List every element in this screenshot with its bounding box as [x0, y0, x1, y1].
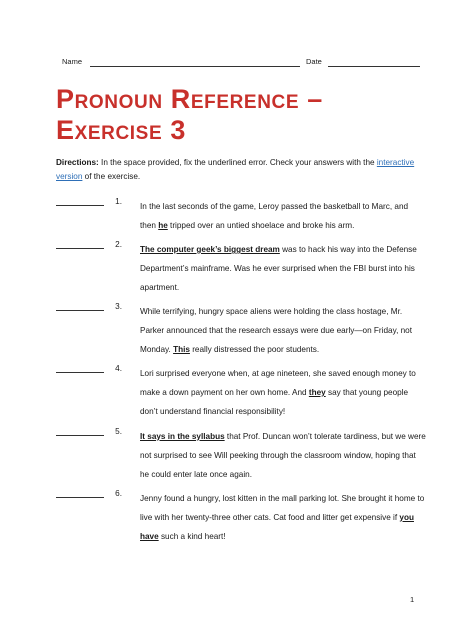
- name-date-header: [62, 57, 422, 71]
- item-sentence: Lori surprised everyone when, at age nineteen, she saved enough money to make a down payment on her own home. And they say that young people don’t understand financial responsibility!: [140, 369, 416, 416]
- date-label: Date: [306, 57, 322, 66]
- item-number: 1.: [115, 197, 122, 206]
- title-line-1: Pronoun Reference –: [56, 84, 323, 114]
- directions: [56, 156, 426, 184]
- underlined-error: It says in the syllabus: [140, 432, 225, 441]
- item-sentence: The computer geek’s biggest dream was to hack his way into the Defense Department’s mainframe. Was he ever surprised when the FBI burst into his apartment.: [140, 245, 417, 292]
- underlined-error: This: [173, 345, 190, 354]
- directions-text-end: of the exercise.: [82, 172, 141, 181]
- item-number: 4.: [115, 364, 122, 373]
- page-number: 1: [410, 595, 415, 604]
- answer-blank-1[interactable]: [56, 205, 104, 206]
- date-field-line[interactable]: [328, 66, 420, 67]
- name-field-line[interactable]: [90, 66, 300, 67]
- answer-blank-5[interactable]: [56, 435, 104, 436]
- interactive-version-link[interactable]: interactive version: [56, 158, 415, 181]
- title-line-2: Exercise 3: [56, 115, 186, 145]
- item-sentence: While terrifying, hungry space aliens were holding the class hostage, Mr. Parker announced that the research essays were due early—on Friday, not Monday. This really distressed the poor students.: [140, 307, 413, 354]
- answer-blank-2[interactable]: [56, 248, 104, 249]
- answer-blank-3[interactable]: [56, 310, 104, 311]
- page-title: [56, 84, 436, 146]
- directions-label: Directions:: [56, 158, 99, 167]
- item-number: 5.: [115, 427, 122, 436]
- directions-text: In the space provided, fix the underlined error. Check your answers with the: [98, 158, 377, 167]
- item-number: 3.: [115, 302, 122, 311]
- item-sentence: Jenny found a hungry, lost kitten in the mall parking lot. She brought it home to live with her twenty-three other cats. Cat food and litter get expensive if you have such a kind heart!: [140, 494, 425, 541]
- underlined-error: they: [308, 388, 326, 397]
- underlined-error: The computer geek’s biggest dream: [140, 245, 280, 254]
- name-label: Name: [62, 57, 83, 66]
- item-sentence: In the last seconds of the game, Leroy passed the basketball to Marc, and then he tripped over an untied shoelace and broke his arm.: [140, 202, 409, 230]
- answer-blank-4[interactable]: [56, 372, 104, 373]
- item-number: 6.: [115, 489, 122, 498]
- underlined-error: he: [158, 221, 168, 230]
- item-number: 2.: [115, 240, 122, 249]
- answer-blank-6[interactable]: [56, 497, 104, 498]
- underlined-error: you have: [140, 513, 414, 541]
- item-sentence: It says in the syllabus that Prof. Duncan won’t tolerate tardiness, but we were not surprised to see Will peeking through the classroom window, hoping that he could enter late once again.: [140, 432, 426, 479]
